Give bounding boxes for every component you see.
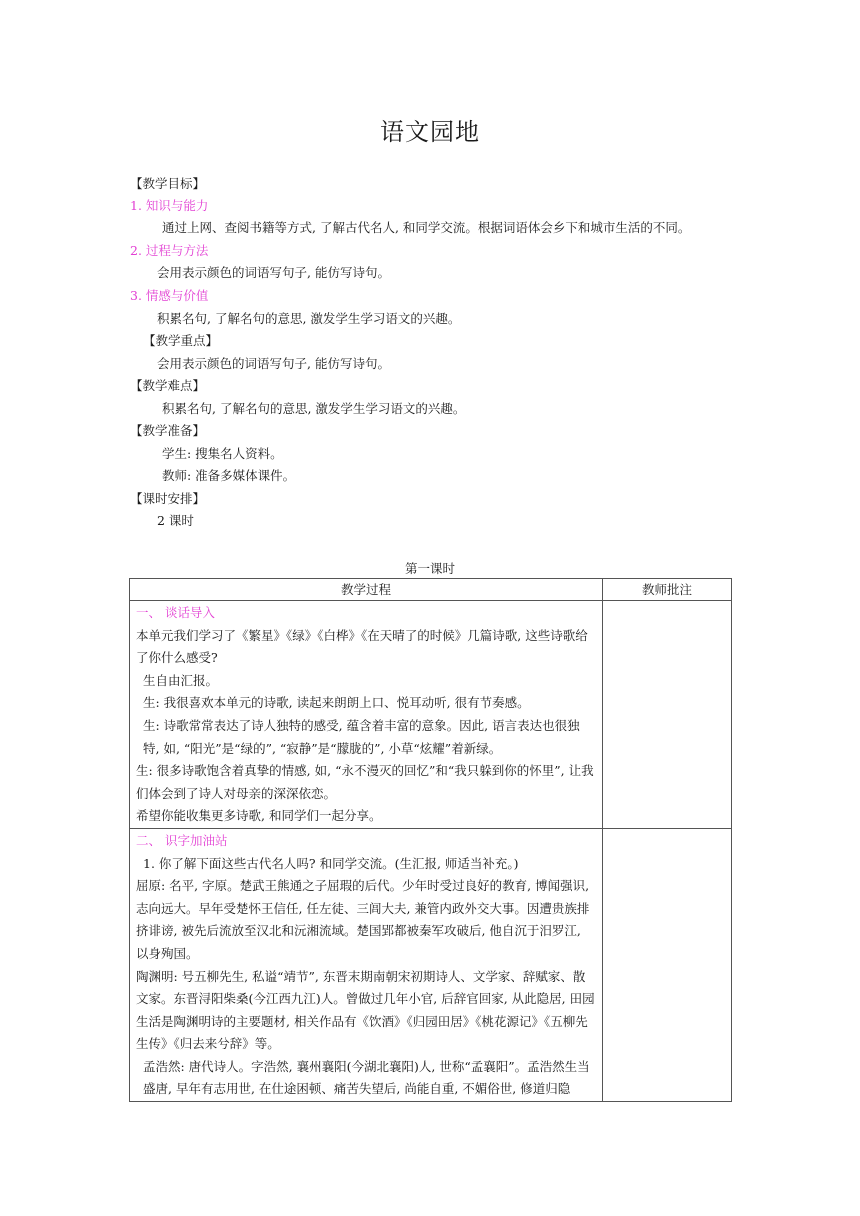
page-title: 语文园地 — [380, 118, 480, 146]
paragraph: 生: 诗歌常常表达了诗人独特的感受, 蕴含着丰富的意象。因此, 语言表达也很独特, 如, “阳光”是“绿的”, “寂静”是“朦胧的”, 小草“炫耀”着新绿。 — [143, 717, 580, 756]
paragraph: 生: 我很喜欢本单元的诗歌, 读起来朗朗上口、悦耳动听, 很有节奏感。 — [143, 695, 530, 711]
notes-cell — [603, 601, 732, 829]
paragraph: 生自由汇报。 — [143, 672, 219, 688]
objective-3-title: 3. 情感与价值 — [130, 288, 209, 303]
schedule-heading: 【课时安排】 — [130, 491, 206, 506]
objective-1-title: 1. 知识与能力 — [130, 198, 209, 213]
table-row — [130, 601, 732, 829]
schedule-text: 2 课时 — [157, 513, 194, 528]
objective-1-text: 通过上网、查阅书籍等方式, 了解古代名人, 和同学交流。根据词语体会乡下和城市生活的不同。 — [162, 220, 691, 235]
objective-3-text: 积累名句, 了解名句的意思, 激发学生学习语文的兴趣。 — [157, 311, 461, 326]
difficulties-heading: 【教学难点】 — [130, 378, 206, 393]
objective-2-text: 会用表示颜色的词语写句子, 能仿写诗句。 — [157, 265, 390, 280]
difficulties-text: 积累名句, 了解名句的意思, 激发学生学习语文的兴趣。 — [162, 401, 466, 416]
paragraph: 生: 很多诗歌饱含着真挚的情感, 如, “永不漫灭的回忆”和“我只躲到你的怀里”, 让我们体会到了诗人对母亲的深深依恋。 — [136, 763, 594, 801]
paragraph: 陶渊明: 号五柳先生, 私谥“靖节”, 东晋末期南朝宋初期诗人、文学家、辞赋家、散文家。东晋浔阳柴桑(今江西九江)人。曾做过几年小官, 后辞官回家, 从此隐居, 田园生活是陶渊明诗的主要题材, 相关作品有《饮酒》《归园田居》《桃花源记》《五柳先生传》《归去来兮辞》等。 — [136, 968, 595, 1052]
process-cell-intro — [130, 601, 603, 829]
paragraph: 1. 你了解下面这些古代名人吗? 和同学交流。(生汇报, 师适当补充。) — [143, 855, 519, 871]
paragraph: 屈原: 名平, 字原。楚武王熊通之子屈瑕的后代。少年时受过良好的教育, 博闻强识, 志向远大。早年受楚怀王信任, 任左徒、三闾大夫, 兼管内政外交大事。因遭贵族排挤诽谤, 被先后流放至汉北和沅湘流域。楚国郢都被秦军攻破后, 他自沉于汨罗江, 以身殉国。 — [136, 878, 590, 961]
key-points-text: 会用表示颜色的词语写句子, 能仿写诗句。 — [157, 356, 390, 371]
table-header-row — [130, 579, 732, 601]
key-points-heading: 【教学重点】 — [143, 333, 219, 348]
paragraph: 本单元我们学习了《繁星》《绿》《白桦》《在天晴了的时候》几篇诗歌, 这些诗歌给了你什么感受? — [136, 627, 588, 666]
objectives-heading: 【教学目标】 — [130, 176, 206, 191]
paragraph: 孟浩然: 唐代诗人。字浩然, 襄州襄阳(今湖北襄阳)人, 世称“孟襄阳”。孟浩然生当盛唐, 早年有志用世, 在仕途困顿、痛苦失望后, 尚能自重, 不媚俗世, 修道归隐 — [143, 1058, 590, 1097]
paragraph: 希望你能收集更多诗歌, 和同学们一起分享。 — [136, 808, 382, 824]
preparation-teacher: 教师: 准备多媒体课件。 — [162, 468, 296, 483]
notes-cell — [603, 828, 732, 1101]
section-heading-literacy: 二、 识字加油站 — [136, 832, 228, 848]
lesson-table — [129, 578, 732, 1102]
preparation-students: 学生: 搜集名人资料。 — [162, 446, 283, 461]
objective-2-title: 2. 过程与方法 — [130, 243, 209, 258]
process-cell-literacy — [130, 828, 603, 1101]
lesson-caption: 第一课时 — [404, 561, 455, 576]
table-row — [130, 828, 732, 1101]
column-header-notes: 教师批注 — [603, 579, 732, 601]
preparation-heading: 【教学准备】 — [130, 423, 206, 438]
section-heading-intro: 一、 谈话导入 — [136, 605, 215, 620]
column-header-process: 教学过程 — [130, 579, 603, 601]
